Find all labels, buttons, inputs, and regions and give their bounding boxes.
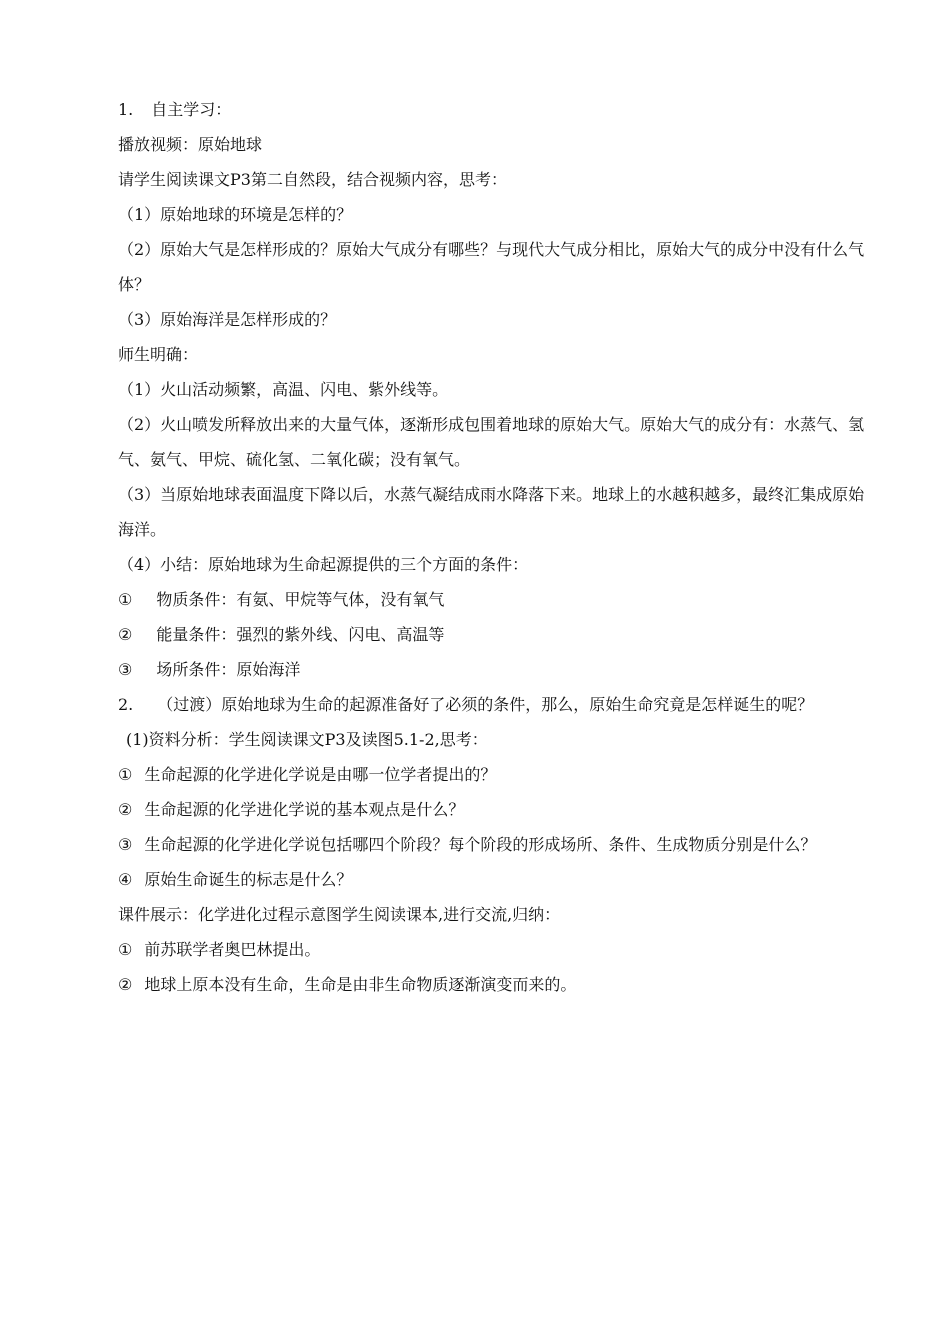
section-number: 1. bbox=[118, 100, 134, 119]
question-item: （1）原始地球的环境是怎样的？ bbox=[118, 205, 353, 224]
question-item bbox=[118, 827, 870, 862]
item-marker: ④ bbox=[118, 870, 133, 889]
item-marker: ① bbox=[118, 590, 133, 609]
paragraph: 课件展示：化学进化过程示意图学生阅读课本,进行交流,归纳： bbox=[118, 905, 561, 924]
answer-item bbox=[118, 932, 870, 967]
item-marker: ③ bbox=[118, 835, 133, 854]
item-text: 物质条件：有氨、甲烷等气体，没有氧气 bbox=[156, 590, 445, 609]
paragraph: 播放视频：原始地球 bbox=[118, 135, 263, 154]
section-number: 2. bbox=[118, 695, 134, 714]
paragraph bbox=[118, 722, 870, 757]
answer-item: （2）火山喷发所释放出来的大量气体，逐渐形成包围着地球的原始大气。原始大气的成分有：水蒸气、氢气、氨气、甲烷、硫化氢、二氧化碳；没有氧气。 bbox=[118, 415, 865, 469]
item-text: 生命起源的化学进化学说的基本观点是什么？ bbox=[144, 800, 465, 819]
item-text: 生命起源的化学进化学说是由哪一位学者提出的？ bbox=[144, 765, 497, 784]
item-text: 前苏联学者奥巴林提出。 bbox=[144, 940, 321, 959]
question-item bbox=[118, 757, 870, 792]
condition-item bbox=[118, 652, 870, 687]
item-text: 生命起源的化学进化学说包括哪四个阶段？每个阶段的形成场所、条件、生成物质分别是什么？ bbox=[144, 835, 817, 854]
answer-item bbox=[118, 967, 870, 1002]
paragraph: 请学生阅读课文P3第二自然段，结合视频内容，思考： bbox=[118, 170, 507, 189]
item-marker: ② bbox=[118, 800, 133, 819]
question-item bbox=[118, 792, 870, 827]
section-title: 自主学习： bbox=[151, 100, 232, 119]
item-marker: ① bbox=[118, 765, 133, 784]
answer-item: （4）小结：原始地球为生命起源提供的三个方面的条件： bbox=[118, 555, 529, 574]
paragraph-text: (1)资料分析：学生阅读课文P3及读图5.1-2,思考： bbox=[126, 730, 488, 749]
question-item: （3）原始海洋是怎样形成的？ bbox=[118, 310, 337, 329]
item-marker: ① bbox=[118, 940, 133, 959]
item-marker: ③ bbox=[118, 660, 133, 679]
condition-item bbox=[118, 582, 870, 617]
item-marker: ② bbox=[118, 975, 133, 994]
item-text: 场所条件：原始海洋 bbox=[156, 660, 301, 679]
answer-item: （3）当原始地球表面温度下降以后，水蒸气凝结成雨水降落下来。地球上的水越积越多，最终汇集成原始海洋。 bbox=[118, 485, 865, 539]
item-marker: ② bbox=[118, 625, 133, 644]
section-heading-1 bbox=[118, 92, 870, 127]
condition-item bbox=[118, 617, 870, 652]
paragraph: 师生明确： bbox=[118, 345, 199, 364]
question-item: （2）原始大气是怎样形成的？原始大气成分有哪些？与现代大气成分相比，原始大气的成分中没有什么气体？ bbox=[118, 240, 865, 294]
document-body bbox=[118, 92, 870, 1002]
item-text: 原始生命诞生的标志是什么？ bbox=[144, 870, 353, 889]
item-text: 能量条件：强烈的紫外线、闪电、高温等 bbox=[156, 625, 445, 644]
item-text: 地球上原本没有生命，生命是由非生命物质逐渐演变而来的。 bbox=[144, 975, 577, 994]
answer-item: （1）火山活动频繁，高温、闪电、紫外线等。 bbox=[118, 380, 449, 399]
section-heading-2 bbox=[118, 687, 870, 722]
section-title: （过渡）原始地球为生命的起源准备好了必须的条件，那么，原始生命究竟是怎样诞生的呢？ bbox=[157, 695, 814, 714]
question-item bbox=[118, 862, 870, 897]
